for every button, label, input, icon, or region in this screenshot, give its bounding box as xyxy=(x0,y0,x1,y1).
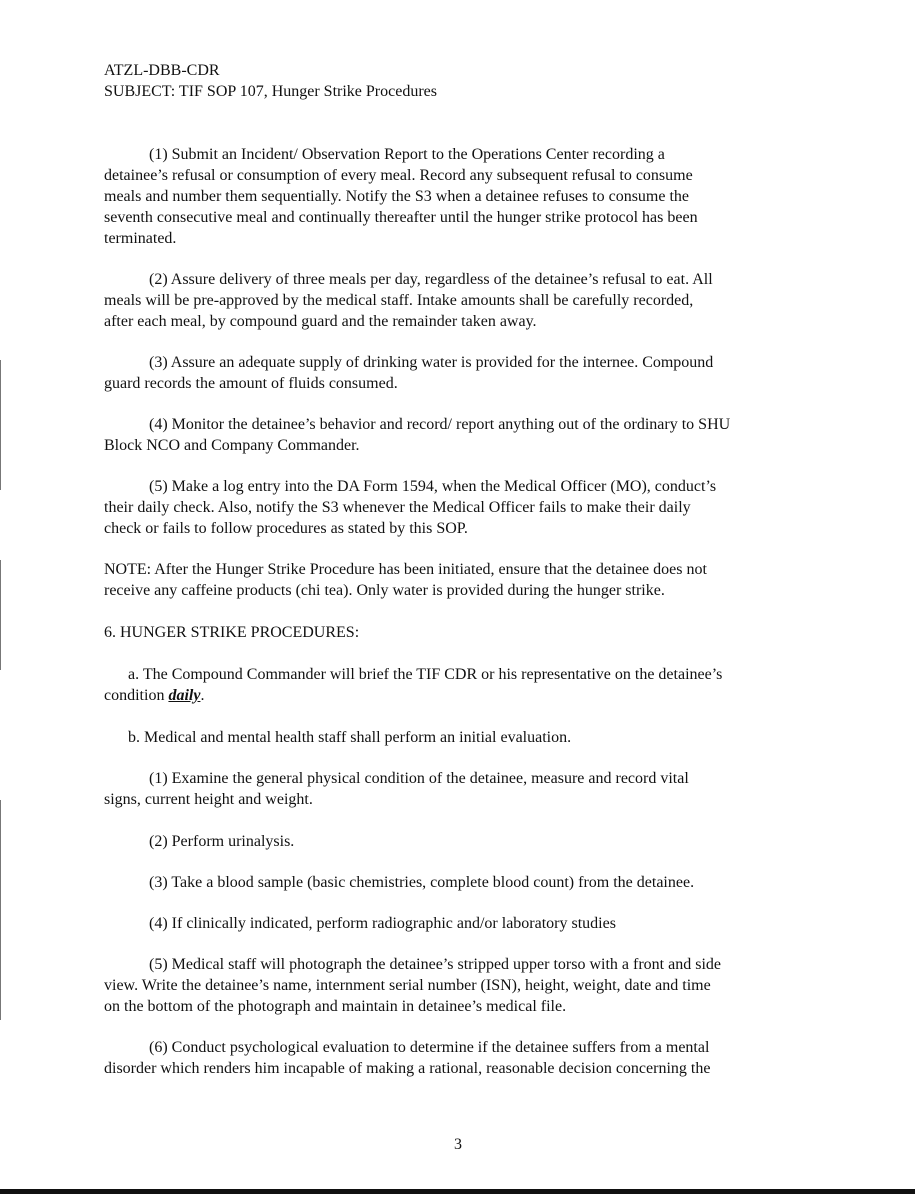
scan-edge-mark xyxy=(0,800,1,1020)
subject-line: SUBJECT: TIF SOP 107, Hunger Strike Procedures xyxy=(104,83,437,100)
paragraph-1: (1) Submit an Incident/ Observation Report to the Operations Center recording a detainee’s refusal or consumption of every meal. Record any subsequent refusal to consume meals and number them sequentially. Notify the S3 when a detainee refuses to consume the seventh consecutive meal and continually thereafter until the hunger strike protocol has been terminated. xyxy=(104,146,698,247)
paragraph-b1: (1) Examine the general physical condition of the detainee, measure and record vital signs, current height and weight. xyxy=(104,770,689,808)
memo-header xyxy=(104,60,804,102)
office-symbol: ATZL-DBB-CDR xyxy=(104,62,220,79)
paragraph-3: (3) Assure an adequate supply of drinking water is provided for the internee. Compound guard records the amount of fluids consumed. xyxy=(104,354,714,392)
scan-bottom-border xyxy=(0,1189,915,1194)
paragraph-a: a. The Compound Commander will brief the TIF CDR or his representative on the detainee’s condition daily. xyxy=(104,666,723,704)
paragraph-b3: (3) Take a blood sample (basic chemistries, complete blood count) from the detainee. xyxy=(149,874,695,891)
scan-edge-mark xyxy=(0,560,1,670)
paragraph-b4: (4) If clinically indicated, perform radiographic and/or laboratory studies xyxy=(149,915,616,932)
paragraph-b6: (6) Conduct psychological evaluation to determine if the detainee suffers from a mental disorder which renders him incapable of making a rational, reasonable decision concerning the xyxy=(104,1039,711,1077)
scan-edge-mark xyxy=(0,360,1,490)
paragraph-5: (5) Make a log entry into the DA Form 1594, when the Medical Officer (MO), conduct’s their daily check. Also, notify the S3 whenever the Medical Officer fails to make their daily check or fails to follow procedures as stated by this SOP. xyxy=(104,478,717,537)
paragraph-b: b. Medical and mental health staff shall perform an initial evaluation. xyxy=(128,729,572,746)
paragraph-b2: (2) Perform urinalysis. xyxy=(149,833,295,850)
page-number: 3 xyxy=(454,1136,462,1153)
paragraph-4: (4) Monitor the detainee’s behavior and record/ report anything out of the ordinary to SHU Block NCO and Company Commander. xyxy=(104,416,731,454)
section-6-heading: 6. HUNGER STRIKE PROCEDURES: xyxy=(104,624,360,641)
emphasis-daily: daily xyxy=(168,687,201,704)
paragraph-b5: (5) Medical staff will photograph the detainee’s stripped upper torso with a front and side view. Write the detainee’s name, internment serial number (ISN), height, weight, date and time on the bottom of the photograph and maintain in detainee’s medical file. xyxy=(104,956,721,1015)
note-paragraph: NOTE: After the Hunger Strike Procedure has been initiated, ensure that the detainee does not receive any caffeine products (chi tea). Only water is provided during the hunger strike. xyxy=(104,561,707,599)
paragraph-2: (2) Assure delivery of three meals per day, regardless of the detainee’s refusal to eat. All meals will be pre-approved by the medical staff. Intake amounts shall be carefully recorded, after each meal, by compound guard and the remainder taken away. xyxy=(104,271,713,330)
